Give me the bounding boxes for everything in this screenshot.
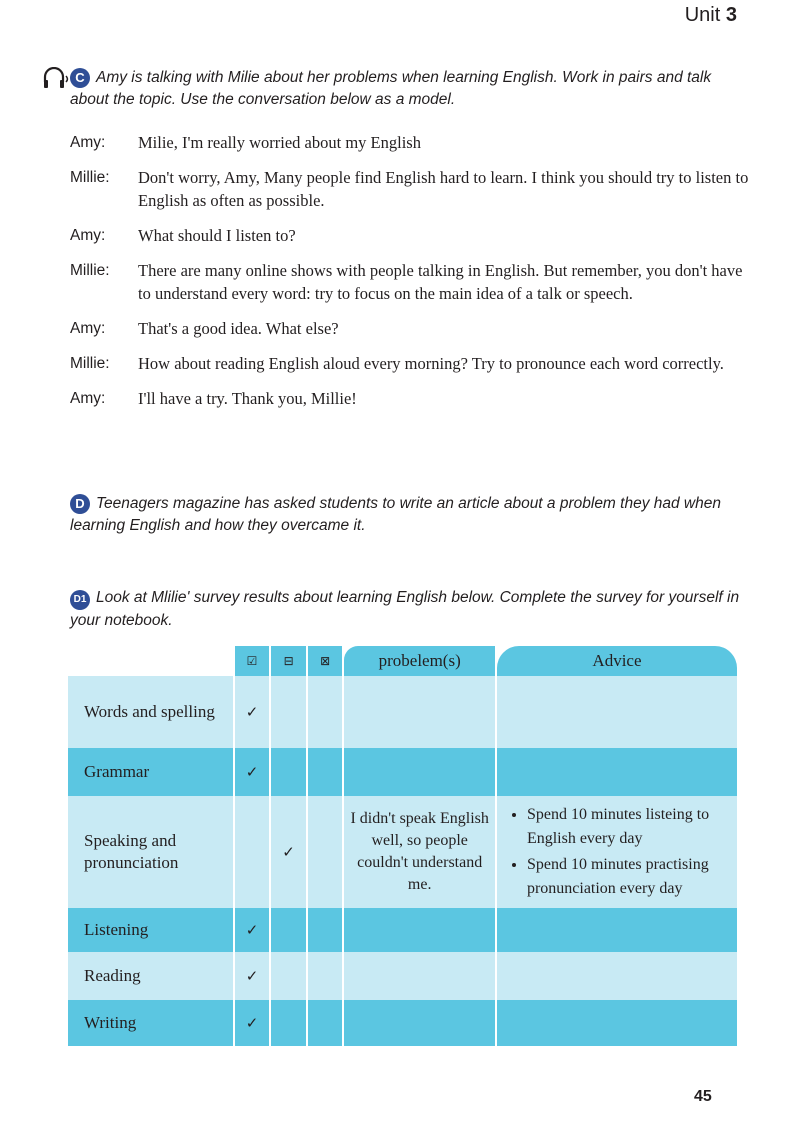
check-cell xyxy=(271,748,306,796)
utterance: That's a good idea. What else? xyxy=(138,319,339,338)
dialogue-line xyxy=(70,317,750,340)
survey-row-writing xyxy=(68,1000,737,1046)
utterance: How about reading English aloud every morning? Try to pronounce each word correctly. xyxy=(138,354,724,373)
advice-cell xyxy=(497,676,737,748)
dialogue-line xyxy=(70,387,750,410)
headphones-icon xyxy=(42,67,70,89)
category-label: Words and spelling xyxy=(68,676,233,748)
check-mark: ✓ xyxy=(271,796,306,908)
check-cell xyxy=(308,676,343,748)
survey-table xyxy=(66,646,739,1046)
dialogue-line xyxy=(70,259,750,305)
check-cell xyxy=(308,748,343,796)
category-label: Listening xyxy=(68,908,233,952)
dialogue-line xyxy=(70,166,750,212)
header-blank xyxy=(68,646,233,676)
header-poor-icon: ⊠ xyxy=(308,646,343,676)
survey-row-words xyxy=(68,676,737,748)
check-cell xyxy=(235,796,270,908)
check-mark: ✓ xyxy=(235,1000,270,1046)
check-mark: ✓ xyxy=(235,748,270,796)
utterance: Milie, I'm really worried about my English xyxy=(138,133,421,152)
utterance: There are many online shows with people talking in English. But remember, you don't have to understand every word: try to focus on the main idea of a talk or speech. xyxy=(138,261,743,303)
check-cell xyxy=(271,952,306,1000)
category-label: Reading xyxy=(68,952,233,1000)
utterance: What should I listen to? xyxy=(138,226,296,245)
header-ok-icon: ⊟ xyxy=(271,646,306,676)
problem-cell: I didn't speak English well, so people couldn't understand me. xyxy=(344,796,495,908)
advice-cell xyxy=(497,952,737,1000)
check-mark: ✓ xyxy=(235,676,270,748)
header-good-icon: ☑ xyxy=(235,646,270,676)
section-c-badge: C xyxy=(70,68,90,88)
section-c-instruction: C Amy is talking with Milie about her problems when learning English. Work in pairs and talk about the topic. Use the conversation below as a model. xyxy=(70,69,712,108)
survey-row-grammar xyxy=(68,748,737,796)
unit-label: Unit 3 xyxy=(684,4,737,26)
problem-cell xyxy=(344,908,495,952)
survey-row-listening xyxy=(68,908,737,952)
advice-list xyxy=(507,803,737,901)
check-mark: ✓ xyxy=(235,952,270,1000)
problem-cell xyxy=(344,1000,495,1046)
advice-cell xyxy=(497,908,737,952)
utterance: Don't worry, Amy, Many people find English hard to learn. I think you should try to listen to English as often as possible. xyxy=(138,168,749,210)
advice-cell xyxy=(497,1000,737,1046)
advice-cell xyxy=(497,748,737,796)
section-d1-badge: D1 xyxy=(70,590,90,610)
speaker: Amy: xyxy=(70,320,106,337)
category-label: Grammar xyxy=(68,748,233,796)
advice-cell xyxy=(497,796,737,908)
check-cell xyxy=(271,908,306,952)
category-label: Speaking and pronunciation xyxy=(68,796,233,908)
check-cell xyxy=(308,1000,343,1046)
dialogue-line xyxy=(70,131,750,154)
speaker: Amy: xyxy=(70,227,106,244)
page-number: 45 xyxy=(694,1088,712,1105)
speaker: Amy: xyxy=(70,390,106,407)
category-label: Writing xyxy=(68,1000,233,1046)
section-d-badge: D xyxy=(70,494,90,514)
survey-row-reading xyxy=(68,952,737,1000)
problem-cell xyxy=(344,748,495,796)
speaker: Millie: xyxy=(70,355,110,372)
advice-item: • Spend 10 minutes listeing to English every day xyxy=(527,803,737,851)
section-d-instruction: D Teenagers magazine has asked students to write an article about a problem they had when learning English and how they overcame it. xyxy=(70,495,721,534)
header-problems: probelem(s) xyxy=(344,646,495,676)
problem-cell xyxy=(344,676,495,748)
dialogue-line xyxy=(70,224,750,247)
survey-header-row xyxy=(68,646,737,676)
speaker: Millie: xyxy=(70,262,110,279)
dialogue-line xyxy=(70,352,750,375)
check-cell xyxy=(271,676,306,748)
utterance: I'll have a try. Thank you, Millie! xyxy=(138,389,357,408)
speaker: Millie: xyxy=(70,169,110,186)
speaker: Amy: xyxy=(70,134,106,151)
dialogue xyxy=(70,131,750,422)
check-mark: ✓ xyxy=(235,908,270,952)
check-cell xyxy=(271,1000,306,1046)
check-cell xyxy=(308,908,343,952)
check-cell xyxy=(308,952,343,1000)
problem-cell xyxy=(344,952,495,1000)
section-d1-instruction: D1 Look at Mlilie' survey results about learning English below. Complete the survey for yourself in your notebook. xyxy=(70,589,740,629)
check-cell xyxy=(308,796,343,908)
header-advice: Advice xyxy=(497,646,737,676)
advice-item: • Spend 10 minutes practising pronunciation every day xyxy=(527,853,737,901)
survey-row-speaking xyxy=(68,796,737,908)
